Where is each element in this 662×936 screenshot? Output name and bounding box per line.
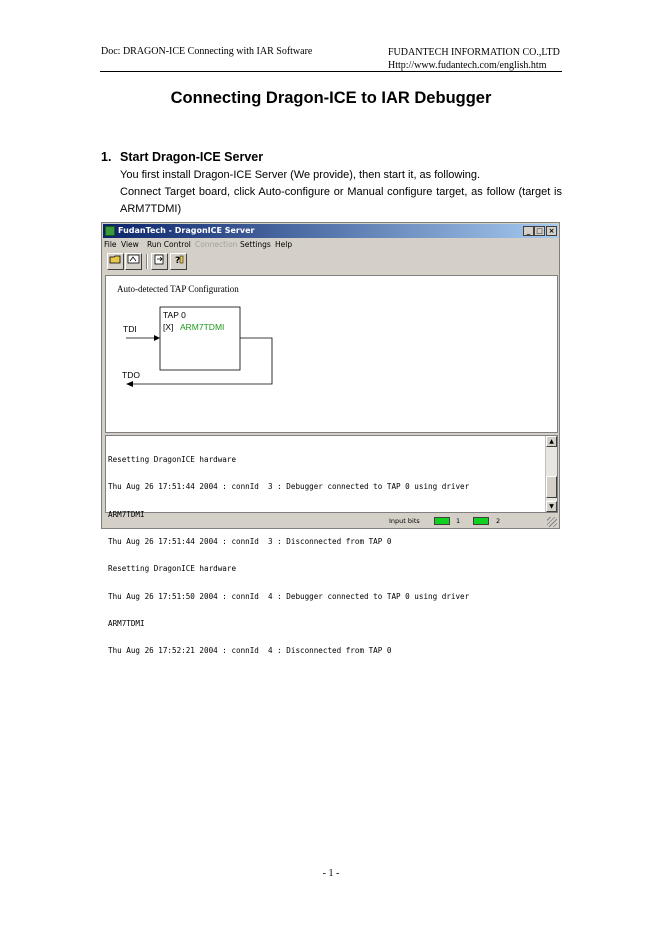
menu-run-control[interactable]: Run Control	[147, 240, 191, 249]
input-bit-1-indicator	[434, 517, 450, 525]
window-titlebar[interactable]	[103, 224, 558, 238]
log-scrollbar[interactable]	[545, 436, 557, 512]
log-lines	[108, 437, 469, 673]
log-line: Thu Aug 26 17:51:44 2004 : connId 3 : Debugger connected to TAP 0 using driver	[108, 482, 470, 492]
tdi-arrowhead	[154, 335, 160, 341]
company-url[interactable]: Http://www.fudantech.com/english.htm	[388, 60, 547, 71]
header-company	[388, 46, 560, 72]
tdo-label: TDO	[122, 370, 140, 380]
maximize-button[interactable]: □	[534, 226, 545, 236]
svg-text:?: ?	[175, 256, 181, 266]
header-doc-title: Doc: DRAGON-ICE Connecting with IAR Software	[101, 46, 313, 57]
tdo-arrowhead	[126, 381, 133, 387]
tap-checkbox[interactable]: [X]	[163, 322, 174, 332]
menu-settings[interactable]: Settings	[240, 240, 271, 249]
input-bits-label: Input bits	[389, 517, 420, 525]
status-bar	[104, 515, 557, 527]
screen-icon[interactable]	[125, 253, 142, 270]
log-line: Thu Aug 26 17:51:44 2004 : connId 3 : Disconnected from TAP 0	[108, 537, 392, 547]
paragraph-install: You first install Dragon-ICE Server (We provide), then start it, as following.	[120, 169, 481, 181]
menu-help[interactable]: Help	[275, 240, 293, 249]
tap-label: TAP 0	[163, 310, 186, 320]
log-line: ARM7TDMI	[108, 618, 145, 628]
scroll-down-icon[interactable]: ▼	[546, 501, 557, 512]
minimize-button[interactable]: _	[523, 226, 534, 236]
log-line: Thu Aug 26 17:52:21 2004 : connId 4 : Disconnected from TAP 0	[108, 646, 392, 656]
tap-diagram	[106, 276, 557, 432]
close-button[interactable]: ×	[546, 226, 557, 236]
tdi-label: TDI	[123, 324, 137, 334]
header-rule	[100, 71, 562, 72]
app-icon	[105, 226, 115, 236]
device-name: ARM7TDMI	[180, 322, 225, 332]
section-number: 1.	[101, 150, 112, 164]
company-name: FUDANTECH INFORMATION CO.,LTD	[388, 47, 560, 58]
resize-grip-icon[interactable]	[547, 517, 557, 527]
help-icon[interactable]	[170, 253, 187, 270]
dragonice-server-window	[101, 222, 560, 656]
open-folder-icon[interactable]	[107, 253, 124, 270]
scroll-thumb[interactable]	[546, 476, 557, 498]
log-line: Resetting DragonICE hardware	[108, 564, 237, 574]
menu-view[interactable]: View	[121, 240, 139, 249]
section-title: Start Dragon-ICE Server	[120, 150, 264, 164]
input-bit-2-indicator	[473, 517, 489, 525]
window-title: FudanTech - DragonICE Server	[118, 226, 255, 235]
tap-configuration-panel	[105, 275, 558, 433]
configure-icon[interactable]	[151, 253, 168, 270]
log-line: Thu Aug 26 17:51:50 2004 : connId 4 : Debugger connected to TAP 0 using driver	[108, 591, 470, 601]
log-line: ARM7TDMI	[108, 509, 145, 519]
input-bit-2-label: 2	[496, 517, 501, 525]
page-number: - 1 -	[322, 868, 340, 879]
menu-file[interactable]: File	[104, 240, 117, 249]
input-bit-1-label: 1	[456, 517, 461, 525]
scroll-up-icon[interactable]: ▲	[546, 436, 557, 447]
page-title: Connecting Dragon-ICE to IAR Debugger	[170, 89, 492, 107]
menu-connection[interactable]: Connection	[195, 240, 238, 249]
paragraph-connect: Connect Target board, click Auto-configure or Manual configure target, as follow (target is ARM7TDMI)	[120, 186, 562, 215]
log-line: Resetting DragonICE hardware	[108, 455, 237, 465]
tap-configuration-title: Auto-detected TAP Configuration	[117, 284, 239, 294]
toolbar-separator	[146, 254, 148, 269]
